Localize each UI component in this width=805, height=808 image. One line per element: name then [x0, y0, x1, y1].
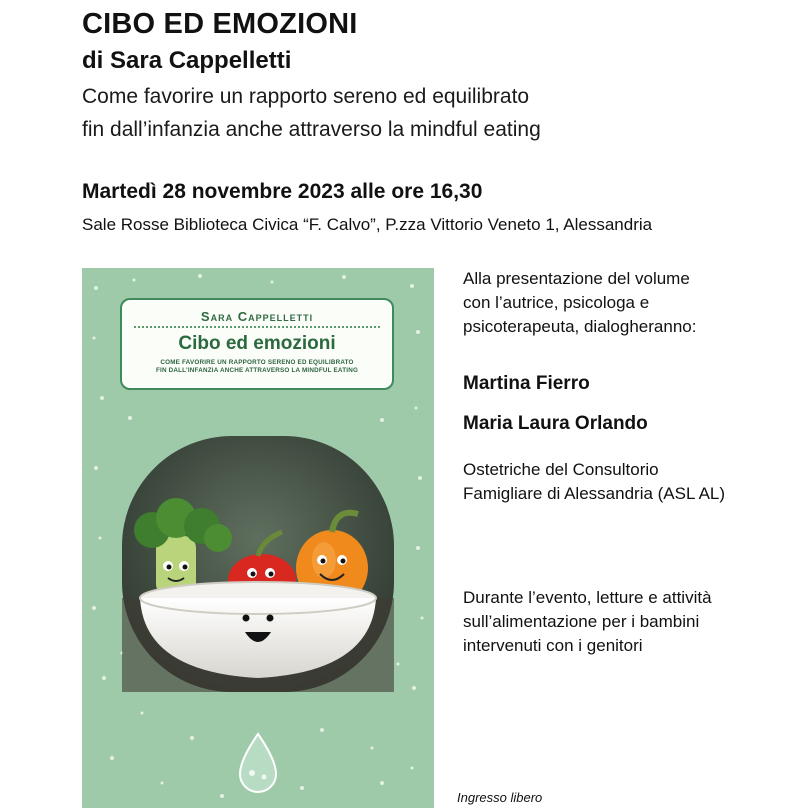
activity-line-2: sull’alimentazione per i bambini: [463, 612, 700, 631]
author-line: di Sara Cappelletti: [82, 47, 292, 74]
event-venue: Sale Rosse Biblioteca Civica “F. Calvo”, P.zza Vittorio Veneto 1, Alessandria: [82, 215, 653, 234]
subtitle-line-1: Come favorire un rapporto sereno ed equilibrato: [82, 85, 530, 108]
intro-text: [463, 267, 696, 339]
cover-title: Cibo ed emozioni: [178, 333, 336, 354]
intro-line-1: Alla presentazione del volume: [463, 269, 690, 288]
book-cover: [82, 268, 434, 808]
cover-author: Sara Cappelletti: [200, 309, 314, 324]
cover-subtitle-line-2: FIN DALL’INFANZIA ANCHE ATTRAVERSO LA MINDFUL EATING: [155, 367, 359, 374]
cover-subtitle: [122, 359, 392, 375]
activity-text: [463, 586, 712, 658]
cover-subtitle-line-1: COME FAVORIRE UN RAPPORTO SERENO ED EQUILIBRATO: [160, 359, 354, 366]
activity-line-1: Durante l’evento, letture e attività: [463, 588, 712, 607]
speaker-role: [463, 458, 725, 506]
free-entry-note: Ingresso libero: [457, 790, 543, 805]
water-drop-logo: [240, 734, 276, 792]
speaker-2: Maria Laura Orlando: [463, 413, 648, 434]
subtitle-line-2: fin dall’infanzia anche attraverso la mindful eating: [82, 118, 541, 141]
role-line-2: Famigliare di Alessandria (ASL AL): [463, 484, 726, 503]
role-line-1: Ostetriche del Consultorio: [463, 460, 659, 479]
event-title: CIBO ED EMOZIONI: [82, 8, 358, 40]
intro-line-2: con l’autrice, psicologa e: [463, 293, 650, 312]
intro-line-3: psicoterapeuta, dialogheranno:: [463, 317, 697, 336]
cover-title-box: [120, 298, 394, 390]
cover-divider: [134, 326, 380, 328]
event-date: Martedì 28 novembre 2023 alle ore 16,30: [82, 180, 483, 203]
speaker-1: Martina Fierro: [463, 373, 590, 394]
activity-line-3: intervenuti con i genitori: [463, 636, 643, 655]
